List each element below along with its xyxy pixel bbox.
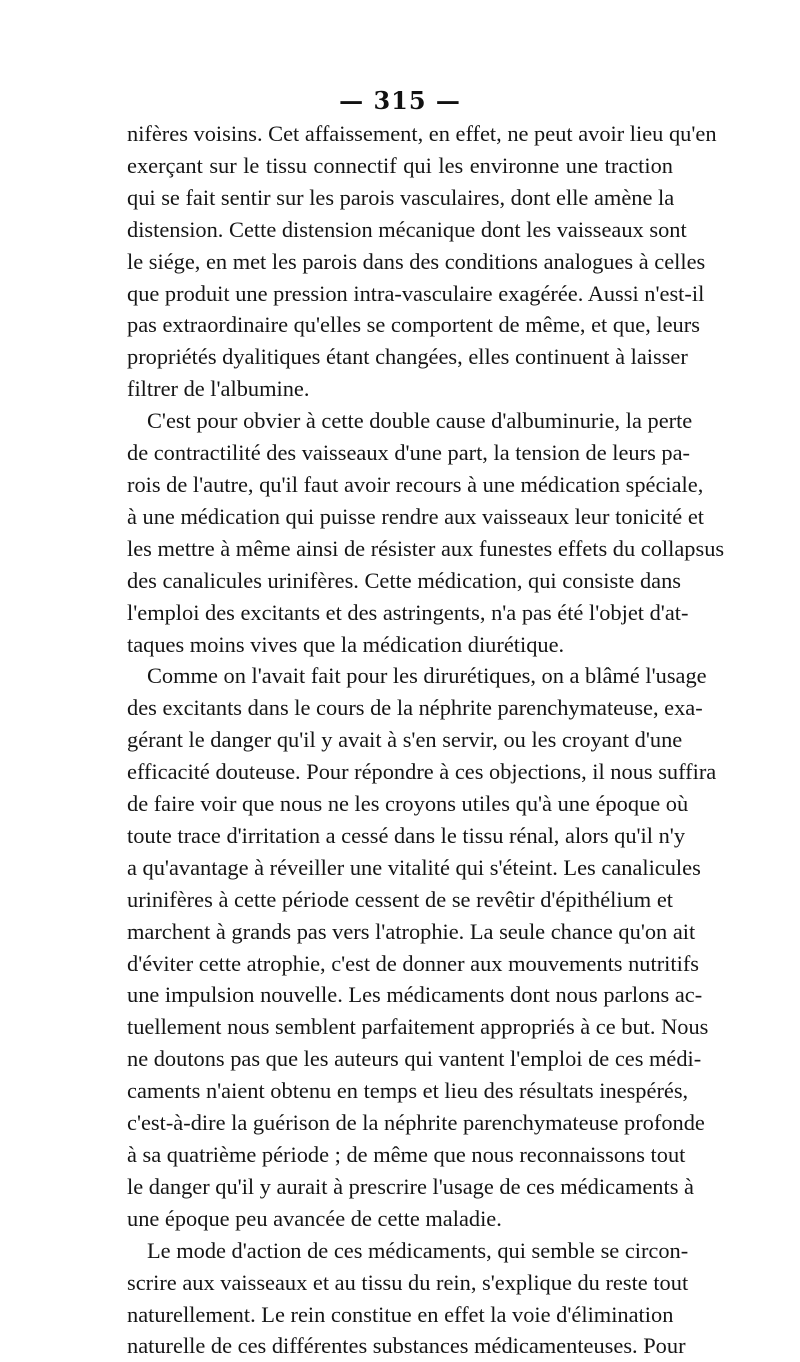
text-line: des canalicules urinifères. Cette médication, qui consiste dans [127, 567, 681, 593]
text-line: d'éviter cette atrophie, c'est de donner aux mouvements nutritifs [127, 950, 699, 976]
text-line: naturellement. Le rein constitue en effet la voie d'élimination [127, 1301, 674, 1327]
paragraph-2 [127, 405, 725, 660]
text-line: urinifères à cette période cessent de se revêtir d'épithélium et [127, 886, 673, 912]
text-line: caments n'aient obtenu en temps et lieu des résultats inespérés, [127, 1078, 689, 1104]
text-line: Le mode d'action de ces médicaments, qui semble se circon- [147, 1237, 689, 1263]
text-line: Comme on l'avait fait pour les dirurétiques, on a blâmé l'usage [147, 663, 707, 689]
text-line: à sa quatrième période ; de même que nous reconnaissons tout [127, 1142, 686, 1167]
body-text [127, 118, 725, 1362]
text-line: gérant le danger qu'il y avait à s'en servir, ou les croyant d'une [127, 727, 683, 753]
text-line: rois de l'autre, qu'il faut avoir recours à une médication spéciale, [127, 471, 704, 497]
text-line: qui se fait sentir sur les parois vasculaires, dont elle amène la [127, 184, 675, 210]
text-line: le siége, en met les parois dans des conditions analogues à celles [127, 248, 706, 274]
text-line: a qu'avantage à réveiller une vitalité qui s'éteint. Les canalicules [127, 854, 701, 880]
text-line: propriétés dyalitiques étant changées, elles continuent à laisser [127, 344, 688, 370]
text-line: marchent à grands pas vers l'atrophie. La seule chance qu'on ait [127, 918, 696, 944]
text-line: C'est pour obvier à cette double cause d'albuminurie, la perte [147, 408, 693, 434]
text-line: pas extraordinaire qu'elles se comportent de même, et que, leurs [127, 312, 700, 338]
text-line: nifères voisins. Cet affaissement, en effet, ne peut avoir lieu qu'en [127, 121, 717, 146]
text-line: filtrer de l'albumine. [127, 376, 310, 402]
text-line: des excitants dans le cours de la néphrite parenchymateuse, exa- [127, 695, 703, 721]
text-line: scrire aux vaisseaux et au tissu du rein, s'explique du reste tout [127, 1269, 689, 1295]
text-line: une époque peu avancée de cette maladie. [127, 1205, 502, 1231]
text-line: à une médication qui puisse rendre aux vaisseaux leur tonicité et [127, 503, 704, 529]
text-line: efficacité douteuse. Pour répondre à ces objections, il nous suffira [127, 759, 717, 785]
text-line: distension. Cette distension mécanique dont les vaisseaux sont [127, 216, 687, 242]
paragraph-3 [127, 660, 717, 1234]
text-line: c'est-à-dire la guérison de la néphrite parenchymateuse profonde [127, 1110, 705, 1136]
text-line: exerçant sur le tissu connectif qui les environne une traction [127, 152, 673, 178]
text-line: les mettre à même ainsi de résister aux funestes effets du collapsus [127, 535, 725, 561]
text-line: le danger qu'il y aurait à prescrire l'usage de ces médicaments à [127, 1173, 694, 1199]
text-line: que produit une pression intra-vasculaire exagérée. Aussi n'est-il [127, 280, 705, 306]
text-line: une impulsion nouvelle. Les médicaments dont nous parlons ac- [127, 982, 703, 1008]
text-line: naturelle de ces différentes substances médicamenteuses. Pour [127, 1333, 686, 1359]
text-line: de contractilité des vaisseaux d'une part, la tension de leurs pa- [127, 440, 690, 466]
text-line: ne doutons pas que les auteurs qui vantent l'emploi de ces médi- [127, 1046, 702, 1072]
text-line: taques moins vives que la médication diurétique. [127, 631, 565, 657]
page-number: — 315 — [339, 86, 461, 115]
text-line: toute trace d'irritation a cessé dans le tissu rénal, alors qu'il n'y [127, 822, 686, 848]
paragraph-1 [127, 118, 717, 405]
text-line: l'emploi des excitants et des astringents, n'a pas été l'objet d'at- [127, 599, 689, 625]
text-line: tuellement nous semblent parfaitement appropriés à ce but. Nous [127, 1014, 709, 1040]
paragraph-4 [127, 1235, 689, 1362]
text-line: de faire voir que nous ne les croyons utiles qu'à une époque où [127, 791, 689, 817]
